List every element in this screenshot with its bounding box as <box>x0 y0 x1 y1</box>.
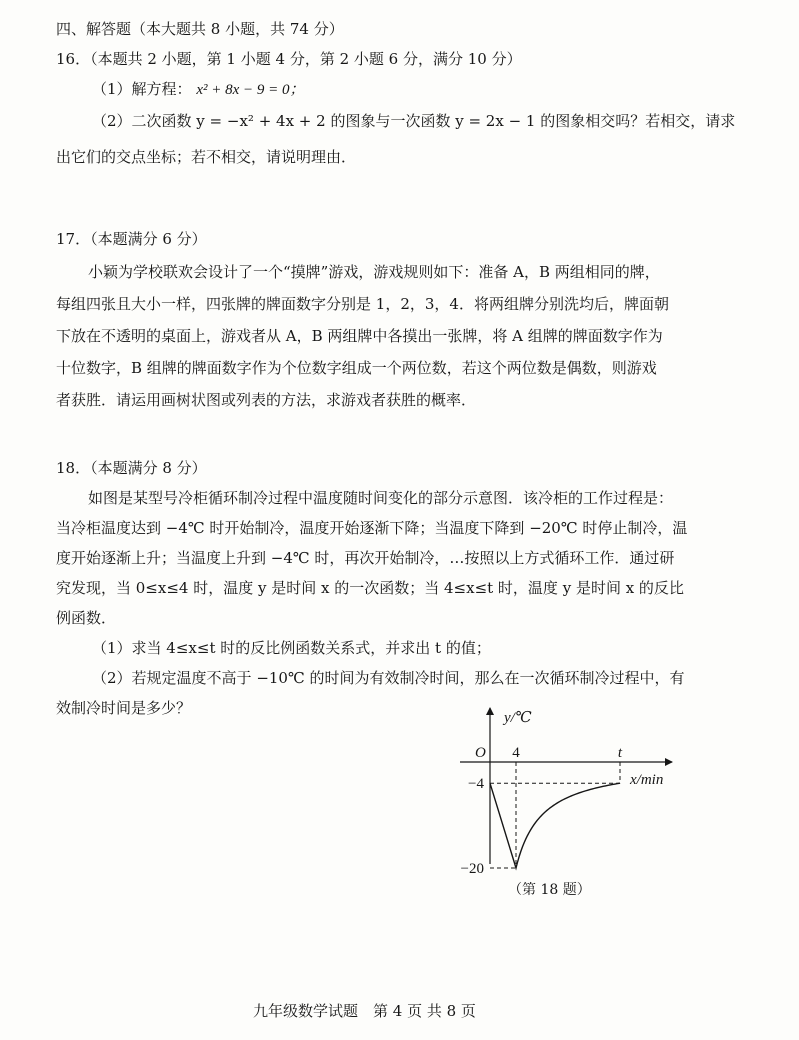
q18-line-2: 当冷柜温度达到 −4℃ 时开始制冷，温度开始逐渐下降；当温度下降到 −20℃ 时停止制冷，温 <box>56 519 688 537</box>
y-tick-label-minus-4: −4 <box>468 776 484 793</box>
q18-part1: （1）求当 4≤x≤t 时的反比例函数关系式，并求出 t 的值； <box>92 639 491 657</box>
q17-line-5: 者获胜．请运用画树状图或列表的方法，求游戏者获胜的概率． <box>56 391 477 409</box>
q17-line-1: 小颖为学校联欢会设计了一个“摸牌”游戏，游戏规则如下：准备 A，B 两组相同的牌， <box>88 263 660 281</box>
q18-line-5: 例函数． <box>56 609 117 627</box>
section-heading: 四、解答题（本大题共 8 小题，共 74 分） <box>56 20 344 38</box>
q16-part2-line1: （2）二次函数 y = −x² + 4x + 2 的图象与一次函数 y = 2x − 1 的图象相交吗？若相交，请求 <box>92 112 736 130</box>
origin-label: O <box>475 745 486 761</box>
q18-line-3: 度开始逐渐上升；当温度上升到 −4℃ 时，再次开始制冷，…按照以上方式循环工作．通过研 <box>56 549 675 567</box>
temperature-time-chart <box>440 706 700 876</box>
temperature-curve <box>490 783 620 868</box>
page-footer: 九年级数学试题 第 4 页 共 8 页 <box>253 1002 476 1020</box>
q18-part2-line2: 效制冷时间是多少？ <box>56 699 192 717</box>
x-tick-label-4: 4 <box>512 745 520 761</box>
q17-line-4: 十位数字，B 组牌的牌面数字作为个位数字组成一个两位数，若这个两位数是偶数，则游戏 <box>56 359 657 377</box>
q18-header: 18．（本题满分 8 分） <box>56 459 207 477</box>
q16-header: 16．（本题共 2 小题，第 1 小题 4 分，第 2 小题 6 分，满分 10 分） <box>56 50 522 68</box>
x-tick-label-t: t <box>617 745 623 761</box>
q17-line-3: 下放在不透明的桌面上，游戏者从 A，B 两组牌中各摸出一张牌，将 A 组牌的牌面数字作为 <box>56 327 663 345</box>
q16-part1-label: （1）解方程： <box>92 80 192 98</box>
q16-part1 <box>92 82 305 98</box>
q18-line-4: 究发现，当 0≤x≤4 时，温度 y 是时间 x 的一次函数；当 4≤x≤t 时，温度 y 是时间 x 的反比 <box>56 579 684 597</box>
q16-part2-line2: 出它们的交点坐标；若不相交，请说明理由． <box>56 148 357 166</box>
q16-part1-equation: x² + 8x − 9 = 0； <box>196 82 305 98</box>
q17-line-2: 每组四张且大小一样，四张牌的牌面数字分别是 1，2，3，4．将两组牌分别洗均后，牌面朝 <box>56 295 669 313</box>
y-tick-label-minus-20: −20 <box>460 861 484 877</box>
x-axis-label: x/min <box>630 772 664 788</box>
q17-header: 17．（本题满分 6 分） <box>56 230 207 248</box>
q18-line-1: 如图是某型号冷柜循环制冷过程中温度随时间变化的部分示意图．该冷柜的工作过程是： <box>88 489 674 507</box>
dashed-guides <box>490 762 620 868</box>
y-axis-label: y/℃ <box>504 710 532 726</box>
figure-caption: （第 18 题） <box>508 882 591 898</box>
q18-part2-line1: （2）若规定温度不高于 −10℃ 的时间为有效制冷时间，那么在一次循环制冷过程中，有 <box>92 669 685 687</box>
